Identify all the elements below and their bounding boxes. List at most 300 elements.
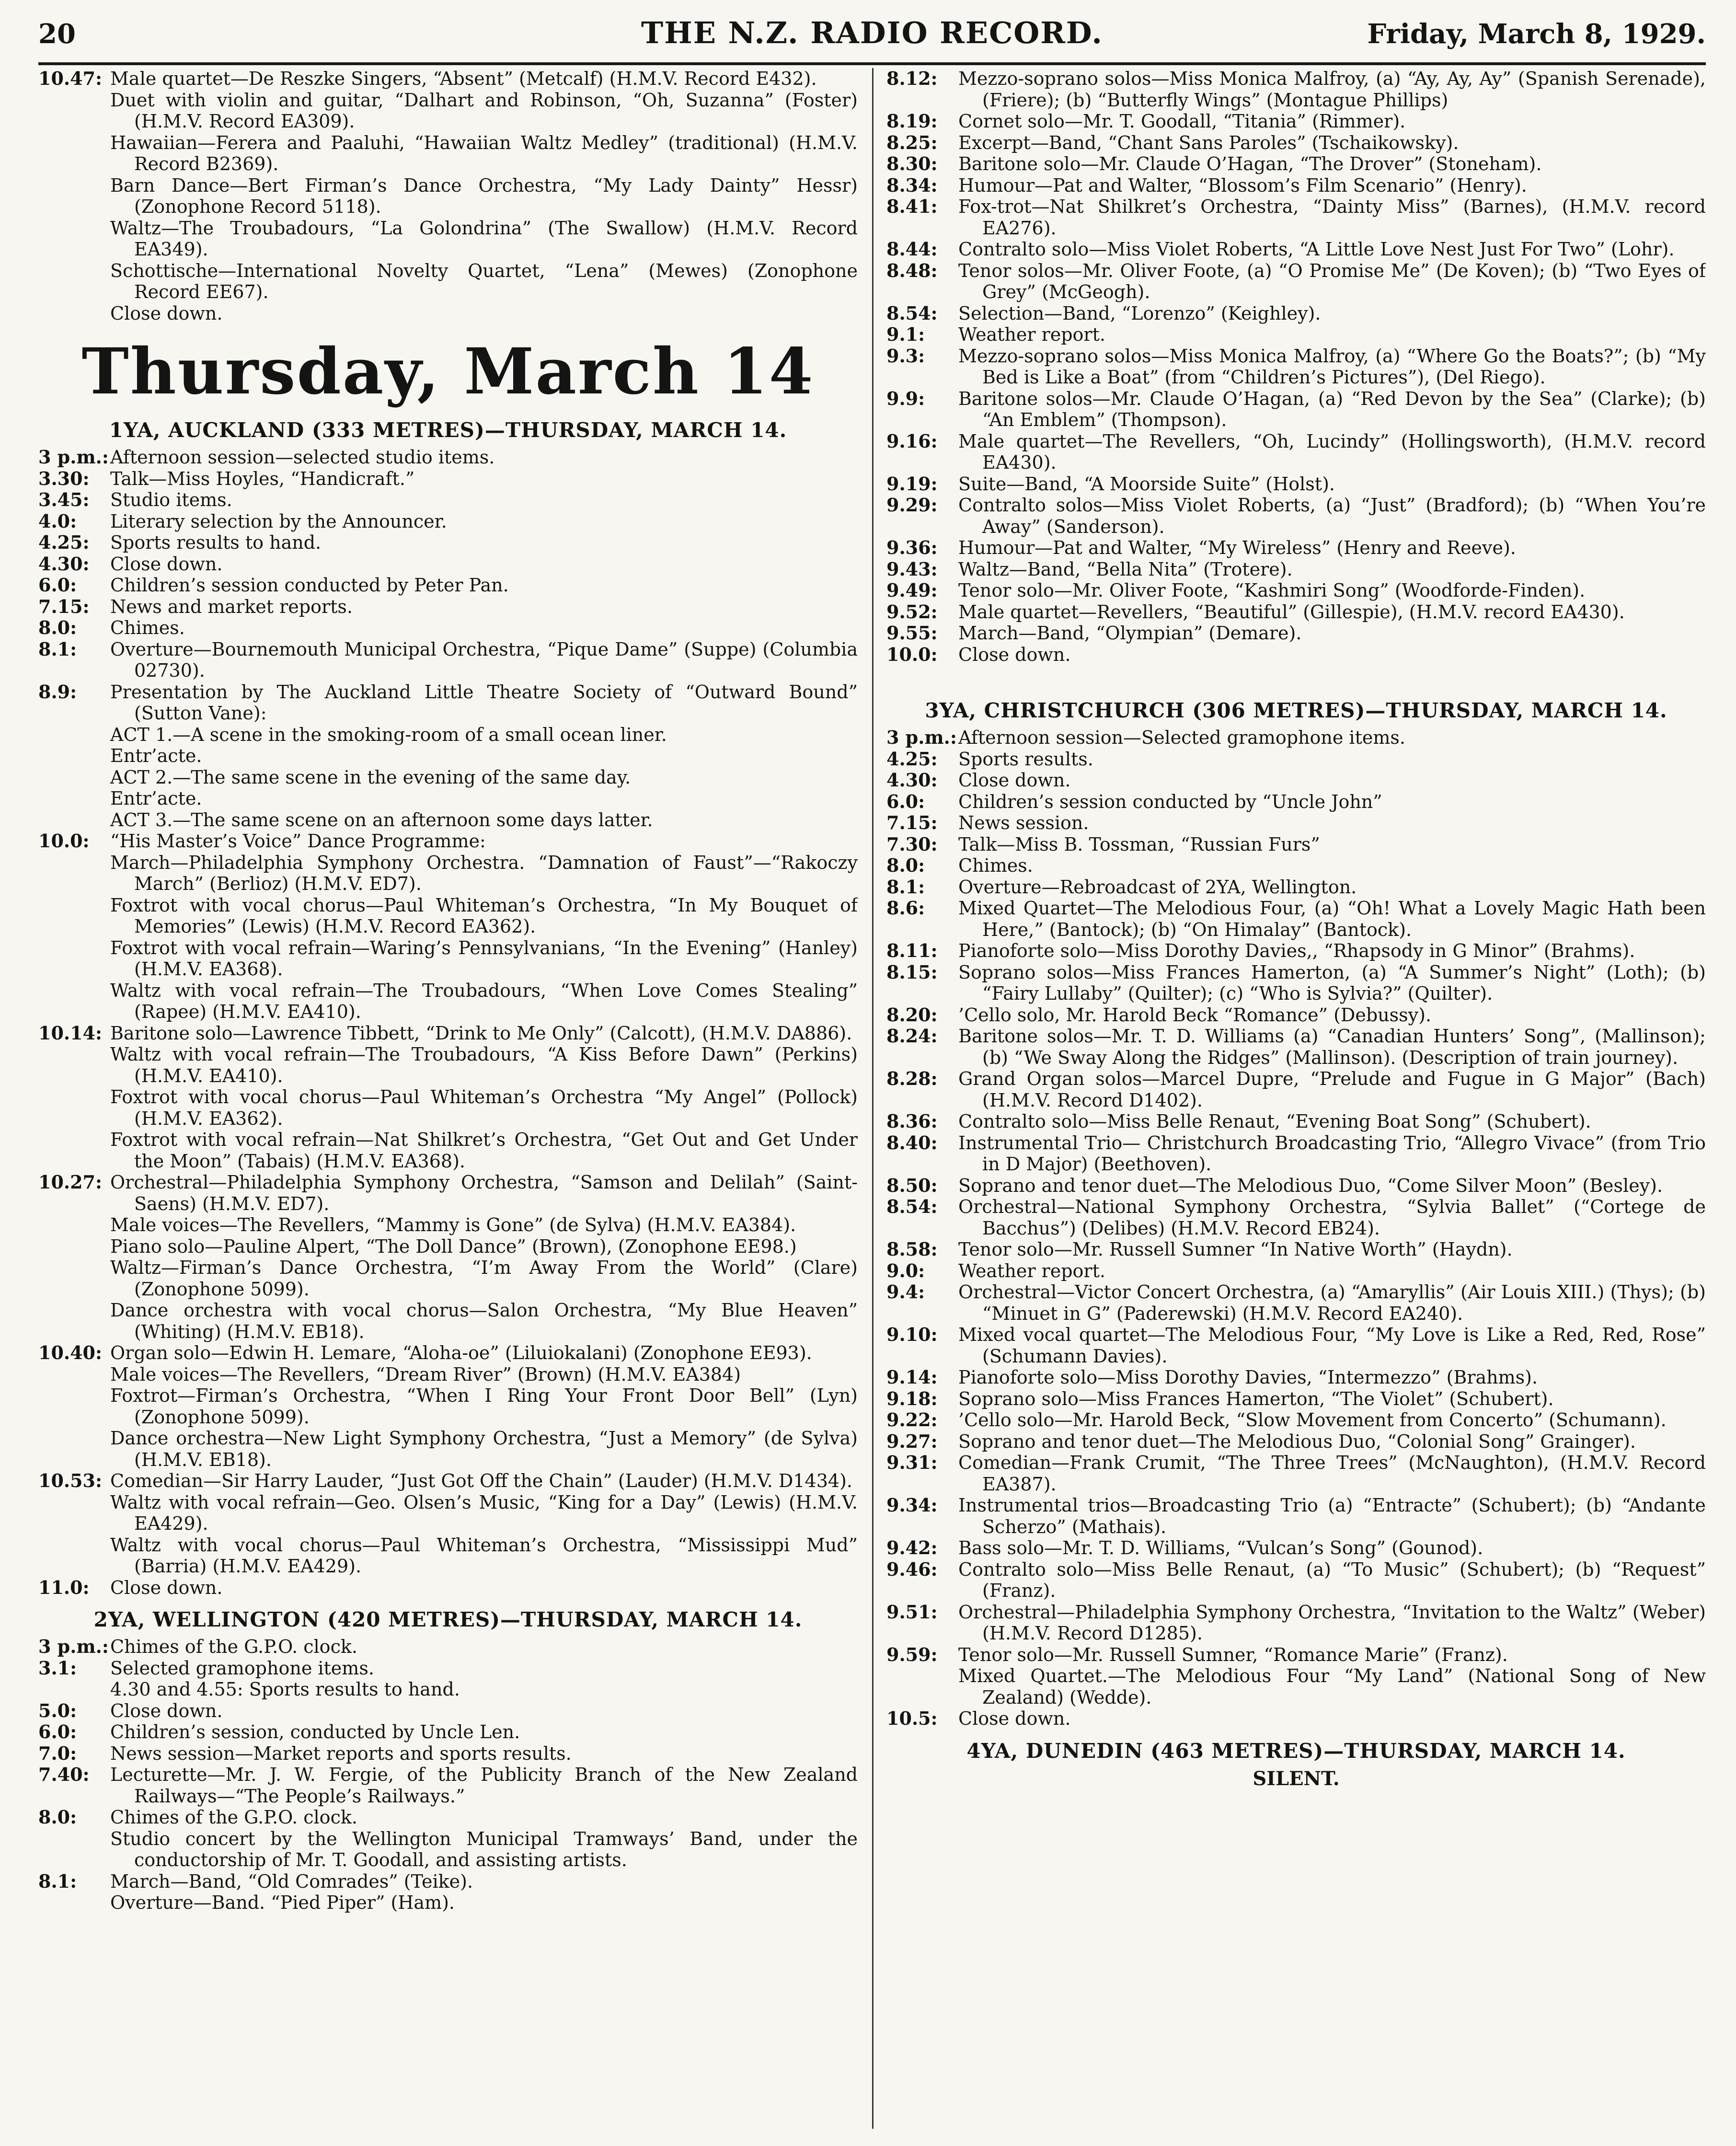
programme-entry bbox=[38, 596, 858, 618]
entry-time: 9.27: bbox=[886, 1430, 938, 1452]
entry-time: 8.1: bbox=[38, 638, 77, 660]
programme-entry bbox=[38, 260, 858, 303]
entry-text: Weather report. bbox=[958, 324, 1105, 345]
entry-text: March—Band, “Old Comrades” (Teike). bbox=[110, 1870, 473, 1892]
programme-entry bbox=[38, 937, 858, 980]
entry-text: Entr’acte. bbox=[110, 788, 202, 809]
entry-text: Sports results. bbox=[958, 748, 1093, 770]
programme-entry bbox=[886, 1388, 1706, 1410]
entry-text: Comedian—Frank Crumit, “The Three Trees” (McNaughton), (H.M.V. Record EA387). bbox=[958, 1452, 1706, 1495]
entry-time: 8.24: bbox=[886, 1025, 938, 1047]
entry-time: 9.18: bbox=[886, 1387, 938, 1409]
entry-time: 3.1: bbox=[38, 1657, 77, 1679]
entry-text: Selected gramophone items. bbox=[110, 1657, 374, 1679]
entry-text: Entr’acte. bbox=[110, 745, 202, 766]
entry-time: 6.0: bbox=[886, 790, 925, 812]
programme-entry bbox=[886, 431, 1706, 473]
programme-entry bbox=[886, 473, 1706, 495]
programme-entry bbox=[886, 132, 1706, 154]
programme-entry bbox=[38, 132, 858, 175]
entry-time: 8.25: bbox=[886, 131, 938, 153]
entry-time: 8.9: bbox=[38, 681, 77, 703]
programme-entry bbox=[38, 1129, 858, 1172]
entry-time: 10.0: bbox=[38, 830, 90, 852]
programme-entry bbox=[38, 90, 858, 132]
programme-entry bbox=[886, 1644, 1706, 1666]
programme-entry bbox=[886, 1495, 1706, 1537]
entry-text: Talk—Miss B. Tossman, “Russian Furs” bbox=[958, 833, 1320, 855]
programme-entry bbox=[886, 196, 1706, 239]
programme-entry bbox=[886, 898, 1706, 940]
entry-text: Foxtrot with vocal chorus—Paul Whiteman’s Orchestra, “In My Bouquet of Memories” (Lewis) (H.M.V. Record EA362). bbox=[110, 894, 858, 937]
entry-time: 10.47: bbox=[38, 68, 103, 89]
newspaper-page bbox=[38, 14, 1706, 2133]
entry-time: 9.3: bbox=[886, 345, 925, 367]
entry-text: Chimes of the G.P.O. clock. bbox=[110, 1636, 357, 1657]
entry-time: 8.41: bbox=[886, 196, 938, 217]
entry-time: 9.0: bbox=[886, 1259, 925, 1281]
entry-time: 9.14: bbox=[886, 1366, 938, 1388]
entry-text: Waltz—Firman’s Dance Orchestra, “I’m Away From the World” (Clare) (Zonophone 5099). bbox=[110, 1257, 858, 1300]
programme-entry bbox=[38, 1492, 858, 1535]
programme-entry bbox=[886, 1537, 1706, 1559]
wellington-programme bbox=[38, 1636, 858, 1914]
entry-text: March—Philadelphia Symphony Orchestra. “Damnation of Faust”—“Rakoczy March” (Berlioz) (H.M.V. ED7). bbox=[110, 852, 858, 894]
programme-entry bbox=[38, 468, 858, 490]
entry-text: Soprano solos—Miss Frances Hamerton, (a) “A Summer’s Night” (Loth); (b) “Fairy Lullaby” (Quilter); (c) “Who is Sylvia?” (Quilter). bbox=[958, 961, 1706, 1004]
programme-entry bbox=[38, 681, 858, 724]
entry-time: 10.5: bbox=[886, 1708, 938, 1729]
programme-entry bbox=[886, 303, 1706, 324]
programme-entry bbox=[38, 1023, 858, 1044]
entry-time: 3.30: bbox=[38, 467, 90, 489]
entry-text: Suite—Band, “A Moorside Suite” (Holst). bbox=[958, 473, 1335, 495]
entry-time: 3 p.m.: bbox=[886, 727, 957, 748]
programme-entry bbox=[38, 1577, 858, 1599]
programme-entry bbox=[38, 1086, 858, 1129]
programme-entry bbox=[886, 877, 1706, 898]
entry-time: 6.0: bbox=[38, 1721, 77, 1742]
programme-entry bbox=[886, 324, 1706, 346]
auckland-programme bbox=[38, 447, 858, 1598]
entry-text: Comedian—Sir Harry Lauder, “Just Got Off the Chain” (Lauder) (H.M.V. D1434). bbox=[110, 1470, 852, 1491]
column-rule bbox=[872, 68, 874, 2129]
entry-text: “His Master’s Voice” Dance Programme: bbox=[110, 831, 486, 852]
programme-entry bbox=[886, 1452, 1706, 1495]
entry-text: Mixed Quartet—The Melodious Four, (a) “Oh! What a Lovely Magic Hath been Here,” (Bantock); (b) “On Himalay” (Bantock). bbox=[958, 898, 1706, 940]
programme-entry bbox=[38, 1470, 858, 1492]
entry-text: March—Band, “Olympian” (Demare). bbox=[958, 623, 1302, 644]
entry-time: 8.0: bbox=[38, 617, 77, 638]
entry-text: Barn Dance—Bert Firman’s Dance Orchestra, “My Lady Dainty” Hessr) (Zonophone Record 5118). bbox=[110, 174, 858, 217]
programme-entry bbox=[38, 1236, 858, 1258]
programme-entry bbox=[38, 745, 858, 767]
entry-text: Close down. bbox=[110, 1700, 223, 1721]
programme-entry bbox=[38, 1636, 858, 1658]
entry-time: 9.43: bbox=[886, 558, 938, 580]
entry-time: 9.22: bbox=[886, 1409, 938, 1431]
entry-text: Waltz with vocal refrain—Geo. Olsen’s Music, “King for a Day” (Lewis) (H.M.V. EA429). bbox=[110, 1491, 858, 1534]
entry-time: 4.30: bbox=[38, 553, 90, 575]
programme-entry bbox=[38, 1743, 858, 1765]
entry-text: News session—Market reports and sports results. bbox=[110, 1742, 572, 1764]
entry-time: 8.1: bbox=[38, 1870, 77, 1892]
entry-text: Pianoforte solo—Miss Dorothy Davies, “Intermezzo” (Brahms). bbox=[958, 1367, 1538, 1388]
programme-entry bbox=[886, 812, 1706, 834]
entry-text: ’Cello solo—Mr. Harold Beck, “Slow Movement from Concerto” (Schumann). bbox=[958, 1409, 1667, 1431]
entry-time: 8.34: bbox=[886, 174, 938, 196]
programme-entry bbox=[886, 1111, 1706, 1132]
programme-entry bbox=[886, 1409, 1706, 1431]
entry-text: Dance orchestra—New Light Symphony Orchestra, “Just a Memory” (de Sylva) (H.M.V. EB18). bbox=[110, 1428, 858, 1470]
entry-time: 3.45: bbox=[38, 489, 90, 510]
entry-time: 8.12: bbox=[886, 68, 938, 89]
entry-time: 8.28: bbox=[886, 1068, 938, 1089]
programme-entry bbox=[886, 260, 1706, 303]
programme-entry bbox=[38, 489, 858, 511]
entry-time: 9.42: bbox=[886, 1537, 938, 1558]
programme-entry bbox=[38, 1257, 858, 1300]
entry-text: Foxtrot with vocal chorus—Paul Whiteman’s Orchestra “My Angel” (Pollock) (H.M.V. EA362). bbox=[110, 1086, 858, 1129]
programme-entry bbox=[38, 447, 858, 468]
entry-time: 8.30: bbox=[886, 153, 938, 174]
entry-time: 9.46: bbox=[886, 1558, 938, 1580]
entry-text: Children’s session, conducted by Uncle Len. bbox=[110, 1721, 520, 1742]
entry-time: 8.40: bbox=[886, 1131, 938, 1154]
programme-entry bbox=[886, 1026, 1706, 1068]
entry-text: Waltz—Band, “Bella Nita” (Trotere). bbox=[958, 558, 1293, 580]
entry-time: 9.1: bbox=[886, 323, 925, 345]
programme-entry bbox=[886, 749, 1706, 770]
programme-entry bbox=[886, 727, 1706, 749]
entry-text: Humour—Pat and Walter, “My Wireless” (Henry and Reeve). bbox=[958, 537, 1516, 558]
programme-entry bbox=[886, 1665, 1706, 1708]
entry-text: Soprano solo—Miss Frances Hamerton, “The Violet” (Schubert). bbox=[958, 1388, 1554, 1409]
programme-entry bbox=[886, 1431, 1706, 1453]
entry-time: 8.20: bbox=[886, 1004, 938, 1026]
entry-time: 9.9: bbox=[886, 387, 925, 409]
programme-entry bbox=[886, 537, 1706, 559]
entry-time: 9.19: bbox=[886, 473, 938, 495]
programme-entry bbox=[886, 1260, 1706, 1282]
entry-text: News and market reports. bbox=[110, 596, 353, 617]
entry-time: 8.11: bbox=[886, 940, 938, 961]
programme-entry bbox=[886, 1559, 1706, 1602]
running-head bbox=[38, 14, 1706, 65]
entry-text: Baritone solos—Mr. T. D. Williams (a) “Canadian Hunters’ Song”, (Mallinson); (b) “We Sway Along the Ridges” (Mallinson). (Description of train journey). bbox=[958, 1026, 1706, 1068]
left-column bbox=[38, 68, 858, 2129]
entry-text: Talk—Miss Hoyles, “Handicraft.” bbox=[110, 468, 415, 489]
entry-text: Waltz with vocal chorus—Paul Whiteman’s Orchestra, “Mississippi Mud” (Barria) (H.M.V. EA429). bbox=[110, 1534, 858, 1577]
programme-entry bbox=[38, 852, 858, 895]
programme-entry bbox=[886, 1068, 1706, 1111]
programme-entry bbox=[38, 724, 858, 746]
entry-time: 9.36: bbox=[886, 537, 938, 558]
programme-entry bbox=[886, 559, 1706, 580]
entry-text: Grand Organ solos—Marcel Dupre, “Prelude and Fugue in G Major” (Bach) (H.M.V. Record D1402). bbox=[958, 1068, 1706, 1111]
programme-entry bbox=[38, 895, 858, 937]
entry-text: 4.30 and 4.55: Sports results to hand. bbox=[110, 1679, 460, 1700]
programme-entry bbox=[886, 770, 1706, 791]
entry-text: Male voices—The Revellers, “Mammy is Gone” (de Sylva) (H.M.V. EA384). bbox=[110, 1214, 796, 1235]
entry-time: 3 p.m.: bbox=[38, 446, 109, 468]
entry-text: Piano solo—Pauline Alpert, “The Doll Dance” (Brown), (Zonophone EE98.) bbox=[110, 1235, 797, 1257]
entry-text: Mixed vocal quartet—The Melodious Four, “My Love is Like a Red, Red, Rose” (Schumann Davies). bbox=[958, 1324, 1706, 1367]
entry-time: 8.54: bbox=[886, 302, 938, 324]
entry-text: Mixed Quartet.—The Melodious Four “My Land” (National Song of New Zealand) (Wedde). bbox=[958, 1665, 1706, 1708]
entry-text: Waltz—The Troubadours, “La Golondrina” (The Swallow) (H.M.V. Record EA349). bbox=[110, 217, 858, 260]
right-column bbox=[886, 68, 1706, 2129]
entry-text: Sports results to hand. bbox=[110, 532, 322, 553]
entry-text: Studio items. bbox=[110, 489, 232, 510]
programme-entry bbox=[38, 218, 858, 260]
entry-time: 8.36: bbox=[886, 1110, 938, 1132]
programme-entry bbox=[886, 111, 1706, 132]
prior-programme bbox=[38, 68, 858, 324]
station-heading-dunedin: 4YA, DUNEDIN (463 METRES)—THURSDAY, MARCH 14. bbox=[966, 1739, 1626, 1763]
programme-entry bbox=[38, 68, 858, 90]
programme-entry bbox=[38, 1300, 858, 1342]
programme-entry bbox=[38, 1679, 858, 1700]
programme-entry bbox=[886, 1196, 1706, 1239]
programme-entry bbox=[38, 788, 858, 809]
programme-entry bbox=[886, 855, 1706, 877]
entry-time: 9.51: bbox=[886, 1601, 938, 1623]
entry-text: Instrumental Trio— Christchurch Broadcasting Trio, “Allegro Vivace” (from Trio in D Major) (Beethoven). bbox=[958, 1132, 1706, 1175]
entry-text: Male voices—The Revellers, “Dream River” (Brown) (H.M.V. EA384) bbox=[110, 1363, 741, 1385]
programme-entry bbox=[886, 623, 1706, 644]
entry-text: Close down. bbox=[958, 644, 1071, 665]
programme-entry bbox=[38, 809, 858, 831]
entry-text: Contralto solo—Miss Belle Renaut, (a) “To Music” (Schubert); (b) “Request” (Franz). bbox=[958, 1558, 1706, 1601]
station-heading-christchurch: 3YA, CHRISTCHURCH (306 METRES)—THURSDAY, MARCH 14. bbox=[925, 699, 1667, 722]
programme-entry bbox=[38, 980, 858, 1023]
wellington-programme-continued bbox=[886, 68, 1706, 665]
entry-text: Pianoforte solo—Miss Dorothy Davies,, “Rhapsody in G Minor” (Brahms). bbox=[958, 940, 1635, 961]
entry-text: Contralto solo—Miss Belle Renaut, “Evening Boat Song” (Schubert). bbox=[958, 1111, 1591, 1132]
entry-text: Orchestral—National Symphony Orchestra, “Sylvia Ballet” (“Cortege de Bacchus”) (Delibes) (H.M.V. Record EB24). bbox=[958, 1196, 1706, 1239]
entry-text: Male quartet—De Reszke Singers, “Absent” (Metcalf) (H.M.V. Record E432). bbox=[110, 68, 817, 89]
entry-text: Children’s session conducted by “Uncle John” bbox=[958, 791, 1382, 812]
entry-text: Afternoon session—Selected gramophone items. bbox=[958, 727, 1405, 748]
entry-text: Excerpt—Band, “Chant Sans Paroles” (Tschaikowsky). bbox=[958, 132, 1459, 153]
programme-entry bbox=[38, 1214, 858, 1236]
entry-time: 8.0: bbox=[38, 1806, 77, 1828]
entry-text: Orchestral—Victor Concert Orchestra, (a) “Amaryllis” (Air Louis XIII.) (Thys); (b) “Minuet in G” (Paderewski) (H.M.V. Record EA240). bbox=[958, 1281, 1706, 1324]
entry-text: Close down. bbox=[110, 1577, 223, 1598]
entry-time: 9.10: bbox=[886, 1324, 938, 1345]
programme-entry bbox=[886, 1239, 1706, 1260]
entry-text: Humour—Pat and Walter, “Blossom’s Film Scenario” (Henry). bbox=[958, 174, 1527, 196]
programme-entry bbox=[886, 346, 1706, 388]
entry-time: 7.0: bbox=[38, 1742, 77, 1764]
programme-entry bbox=[38, 575, 858, 596]
entry-time: 7.40: bbox=[38, 1764, 90, 1785]
entry-text: Tenor solo—Mr. Russell Sumner “In Native Worth” (Haydn). bbox=[958, 1239, 1513, 1260]
programme-entry bbox=[38, 1385, 858, 1428]
page-number: 20 bbox=[38, 18, 76, 50]
programme-entry bbox=[886, 1004, 1706, 1026]
programme-entry bbox=[38, 554, 858, 575]
entry-text: Chimes of the G.P.O. clock. bbox=[110, 1807, 357, 1828]
programme-entry bbox=[38, 1342, 858, 1364]
entry-text: Male quartet—Revellers, “Beautiful” (Gillespie), (H.M.V. record EA430). bbox=[958, 601, 1625, 623]
programme-entry bbox=[886, 580, 1706, 601]
programme-entry bbox=[886, 1708, 1706, 1730]
programme-entry bbox=[38, 532, 858, 554]
entry-time: 9.4: bbox=[886, 1281, 925, 1303]
programme-entry bbox=[886, 644, 1706, 666]
entry-time: 8.6: bbox=[886, 897, 925, 919]
programme-entry bbox=[886, 962, 1706, 1004]
programme-entry bbox=[886, 1132, 1706, 1175]
entry-text: Overture—Bournemouth Municipal Orchestra, “Pique Dame” (Suppe) (Columbia 02730). bbox=[110, 638, 858, 681]
entry-text: Dance orchestra with vocal chorus—Salon Orchestra, “My Blue Heaven” (Whiting) (H.M.V. EB18). bbox=[110, 1300, 858, 1342]
christchurch-programme bbox=[886, 727, 1706, 1730]
programme-entry bbox=[38, 1807, 858, 1828]
programme-entry bbox=[886, 834, 1706, 855]
entry-text: Overture—Rebroadcast of 2YA, Wellington. bbox=[958, 876, 1357, 898]
entry-text: Baritone solos—Mr. Claude O’Hagan, (a) “Red Devon by the Sea” (Clarke); (b) “An Emblem” (Thompson). bbox=[958, 388, 1706, 430]
programme-entry bbox=[886, 940, 1706, 962]
entry-time: 8.19: bbox=[886, 110, 938, 132]
entry-time: 9.59: bbox=[886, 1643, 938, 1665]
entry-text: Studio concert by the Wellington Municipal Tramways’ Band, under the conductorship of Mr. T. Goodall, and assisting artists. bbox=[110, 1828, 858, 1870]
entry-text: Orchestral—Philadelphia Symphony Orchestra, “Invitation to the Waltz” (Weber) (H.M.V. Record D1285). bbox=[958, 1601, 1706, 1644]
entry-text: Overture—Band. “Pied Piper” (Ham). bbox=[110, 1892, 455, 1913]
entry-text: Baritone solo—Mr. Claude O’Hagan, “The Drover” (Stoneham). bbox=[958, 153, 1542, 174]
entry-text: Duet with violin and guitar, “Dalhart and Robinson, “Oh, Suzanna” (Foster) (H.M.V. Record EA309). bbox=[110, 89, 858, 132]
programme-entry bbox=[38, 1700, 858, 1722]
entry-text: Bass solo—Mr. T. D. Williams, “Vulcan’s Song” (Gounod). bbox=[958, 1537, 1483, 1558]
programme-entry bbox=[38, 1044, 858, 1086]
entry-text: Close down. bbox=[110, 302, 223, 324]
entry-time: 3 p.m.: bbox=[38, 1636, 109, 1657]
entry-text: Tenor solos—Mr. Oliver Foote, (a) “O Promise Me” (De Koven); (b) “Two Eyes of Grey” (McGeogh). bbox=[958, 260, 1706, 302]
day-heading: Thursday, March 14 bbox=[81, 335, 815, 409]
entry-time: 8.58: bbox=[886, 1238, 938, 1260]
programme-entry bbox=[886, 175, 1706, 196]
entry-text: Waltz with vocal refrain—The Troubadours, “A Kiss Before Dawn” (Perkins) (H.M.V. EA410). bbox=[110, 1044, 858, 1086]
entry-time: 10.53: bbox=[38, 1470, 103, 1491]
entry-text: Orchestral—Philadelphia Symphony Orchestra, “Samson and Delilah” (Saint-Saens) (H.M.V. ED7). bbox=[110, 1172, 858, 1214]
columns bbox=[38, 68, 1706, 2129]
entry-text: ACT 2.—The same scene in the evening of the same day. bbox=[110, 766, 631, 788]
programme-entry bbox=[38, 617, 858, 639]
station-heading-auckland: 1YA, AUCKLAND (333 METRES)—THURSDAY, MARCH 14. bbox=[109, 418, 787, 442]
programme-entry bbox=[38, 1658, 858, 1679]
entry-text: Mezzo-soprano solos—Miss Monica Malfroy, (a) “Ay, Ay, Ay” (Spanish Serenade), (Friere); (b) “Butterfly Wings” (Montague Phillips) bbox=[958, 68, 1706, 111]
entry-time: 10.0: bbox=[886, 643, 938, 665]
entry-text: Foxtrot with vocal refrain—Nat Shilkret’s Orchestra, “Get Out and Get Under the Moon” (Tabais) (H.M.V. EA368). bbox=[110, 1129, 858, 1172]
entry-time: 9.55: bbox=[886, 622, 938, 644]
entry-text: Fox-trot—Nat Shilkret’s Orchestra, “Dainty Miss” (Barnes), (H.M.V. record EA276). bbox=[958, 196, 1706, 239]
entry-text: Waltz with vocal refrain—The Troubadours, “When Love Comes Stealing” (Rapee) (H.M.V. EA410). bbox=[110, 980, 858, 1022]
entry-time: 8.48: bbox=[886, 259, 938, 281]
station-heading-wellington: 2YA, WELLINGTON (420 METRES)—THURSDAY, MARCH 14. bbox=[93, 1608, 803, 1631]
entry-time: 9.29: bbox=[886, 494, 938, 516]
programme-entry bbox=[886, 153, 1706, 175]
programme-entry bbox=[886, 68, 1706, 111]
entry-time: 6.0: bbox=[38, 574, 77, 596]
programme-entry bbox=[38, 303, 858, 324]
programme-entry bbox=[38, 1828, 858, 1871]
entry-text: News session. bbox=[958, 812, 1089, 833]
programme-entry bbox=[38, 1428, 858, 1470]
entry-time: 7.30: bbox=[886, 833, 938, 855]
entry-time: 9.52: bbox=[886, 600, 938, 623]
programme-entry bbox=[38, 639, 858, 681]
entry-text: Literary selection by the Announcer. bbox=[110, 510, 447, 532]
entry-time: 11.0: bbox=[38, 1576, 90, 1598]
entry-text: Mezzo-soprano solos—Miss Monica Malfroy, (a) “Where Go the Boats?”; (b) “My Bed is Like a Boat” (from “Children’s Pictures”), (Del Riego). bbox=[958, 345, 1706, 388]
entry-time: 8.54: bbox=[886, 1196, 938, 1217]
entry-text: Presentation by The Auckland Little Theatre Society of “Outward Bound” (Sutton Vane): bbox=[110, 681, 858, 724]
entry-text: Selection—Band, “Lorenzo” (Keighley). bbox=[958, 302, 1321, 324]
entry-time: 9.31: bbox=[886, 1452, 938, 1473]
entry-text: Chimes. bbox=[110, 617, 185, 638]
entry-text: Children’s session conducted by Peter Pan. bbox=[110, 575, 509, 596]
entry-text: Schottische—International Novelty Quartet, “Lena” (Mewes) (Zonophone Record EE67). bbox=[110, 260, 858, 302]
programme-entry bbox=[38, 767, 858, 788]
entry-time: 8.0: bbox=[886, 854, 925, 876]
programme-entry bbox=[38, 1721, 858, 1743]
entry-text: Foxtrot—Firman’s Orchestra, “When I Ring Your Front Door Bell” (Lyn) (Zonophone 5099). bbox=[110, 1385, 858, 1428]
dunedin-note: SILENT. bbox=[1253, 1767, 1340, 1790]
entry-text: Tenor solo—Mr. Oliver Foote, “Kashmiri Song” (Woodforde-Finden). bbox=[958, 580, 1586, 601]
entry-text: Instrumental trios—Broadcasting Trio (a) “Entracte” (Schubert); (b) “Andante Scherzo” (Mathais). bbox=[958, 1495, 1706, 1537]
programme-entry bbox=[38, 831, 858, 852]
programme-entry bbox=[886, 1602, 1706, 1644]
entry-text: Close down. bbox=[958, 770, 1071, 791]
entry-text: Weather report. bbox=[958, 1260, 1105, 1281]
entry-text: Afternoon session—selected studio items. bbox=[110, 447, 495, 468]
entry-text: ACT 1.—A scene in the smoking-room of a small ocean liner. bbox=[110, 724, 667, 745]
entry-time: 7.15: bbox=[886, 812, 938, 833]
entry-text: Organ solo—Edwin H. Lemare, “Aloha-oe” (Liluiokalani) (Zonophone EE93). bbox=[110, 1342, 812, 1363]
entry-text: Close down. bbox=[958, 1708, 1071, 1729]
entry-text: Lecturette—Mr. J. W. Fergie, of the Publicity Branch of the New Zealand Railways—“The People’s Railways.” bbox=[110, 1764, 858, 1807]
programme-entry bbox=[886, 239, 1706, 260]
programme-entry bbox=[886, 495, 1706, 537]
entry-time: 9.49: bbox=[886, 579, 938, 601]
entry-text: Hawaiian—Ferera and Paaluhi, “Hawaiian Waltz Medley” (traditional) (H.M.V. Record B2369). bbox=[110, 132, 858, 174]
entry-time: 8.44: bbox=[886, 238, 938, 260]
programme-entry bbox=[38, 175, 858, 218]
programme-entry bbox=[38, 1892, 858, 1914]
programme-entry bbox=[886, 791, 1706, 813]
masthead-title: THE N.Z. RADIO RECORD. bbox=[641, 15, 1103, 50]
entry-text: Contralto solo—Miss Violet Roberts, “A Little Love Nest Just For Two” (Lohr). bbox=[958, 239, 1675, 260]
entry-time: 8.50: bbox=[886, 1174, 938, 1196]
entry-text: Close down. bbox=[110, 553, 223, 575]
entry-text: Male quartet—The Revellers, “Oh, Lucindy” (Hollingsworth), (H.M.V. record EA430). bbox=[958, 430, 1706, 473]
entry-time: 8.1: bbox=[886, 876, 925, 898]
programme-entry bbox=[38, 1172, 858, 1214]
programme-entry bbox=[886, 601, 1706, 623]
entry-text: Contralto solos—Miss Violet Roberts, (a) “Just” (Bradford); (b) “When You’re Away” (Sanderson). bbox=[958, 495, 1706, 537]
entry-text: Foxtrot with vocal refrain—Waring’s Pennsylvanians, “In the Evening” (Hanley) (H.M.V. EA368). bbox=[110, 937, 858, 980]
programme-entry bbox=[38, 1364, 858, 1385]
entry-time: 9.16: bbox=[886, 430, 938, 452]
entry-time: 10.27: bbox=[38, 1171, 103, 1193]
entry-time: 10.14: bbox=[38, 1022, 103, 1044]
programme-entry bbox=[886, 1324, 1706, 1367]
entry-text: Cornet solo—Mr. T. Goodall, “Titania” (Rimmer). bbox=[958, 111, 1406, 132]
programme-entry bbox=[886, 1281, 1706, 1324]
entry-text: Soprano and tenor duet—The Melodious Duo, “Colonial Song” Grainger). bbox=[958, 1431, 1636, 1452]
programme-entry bbox=[886, 388, 1706, 431]
